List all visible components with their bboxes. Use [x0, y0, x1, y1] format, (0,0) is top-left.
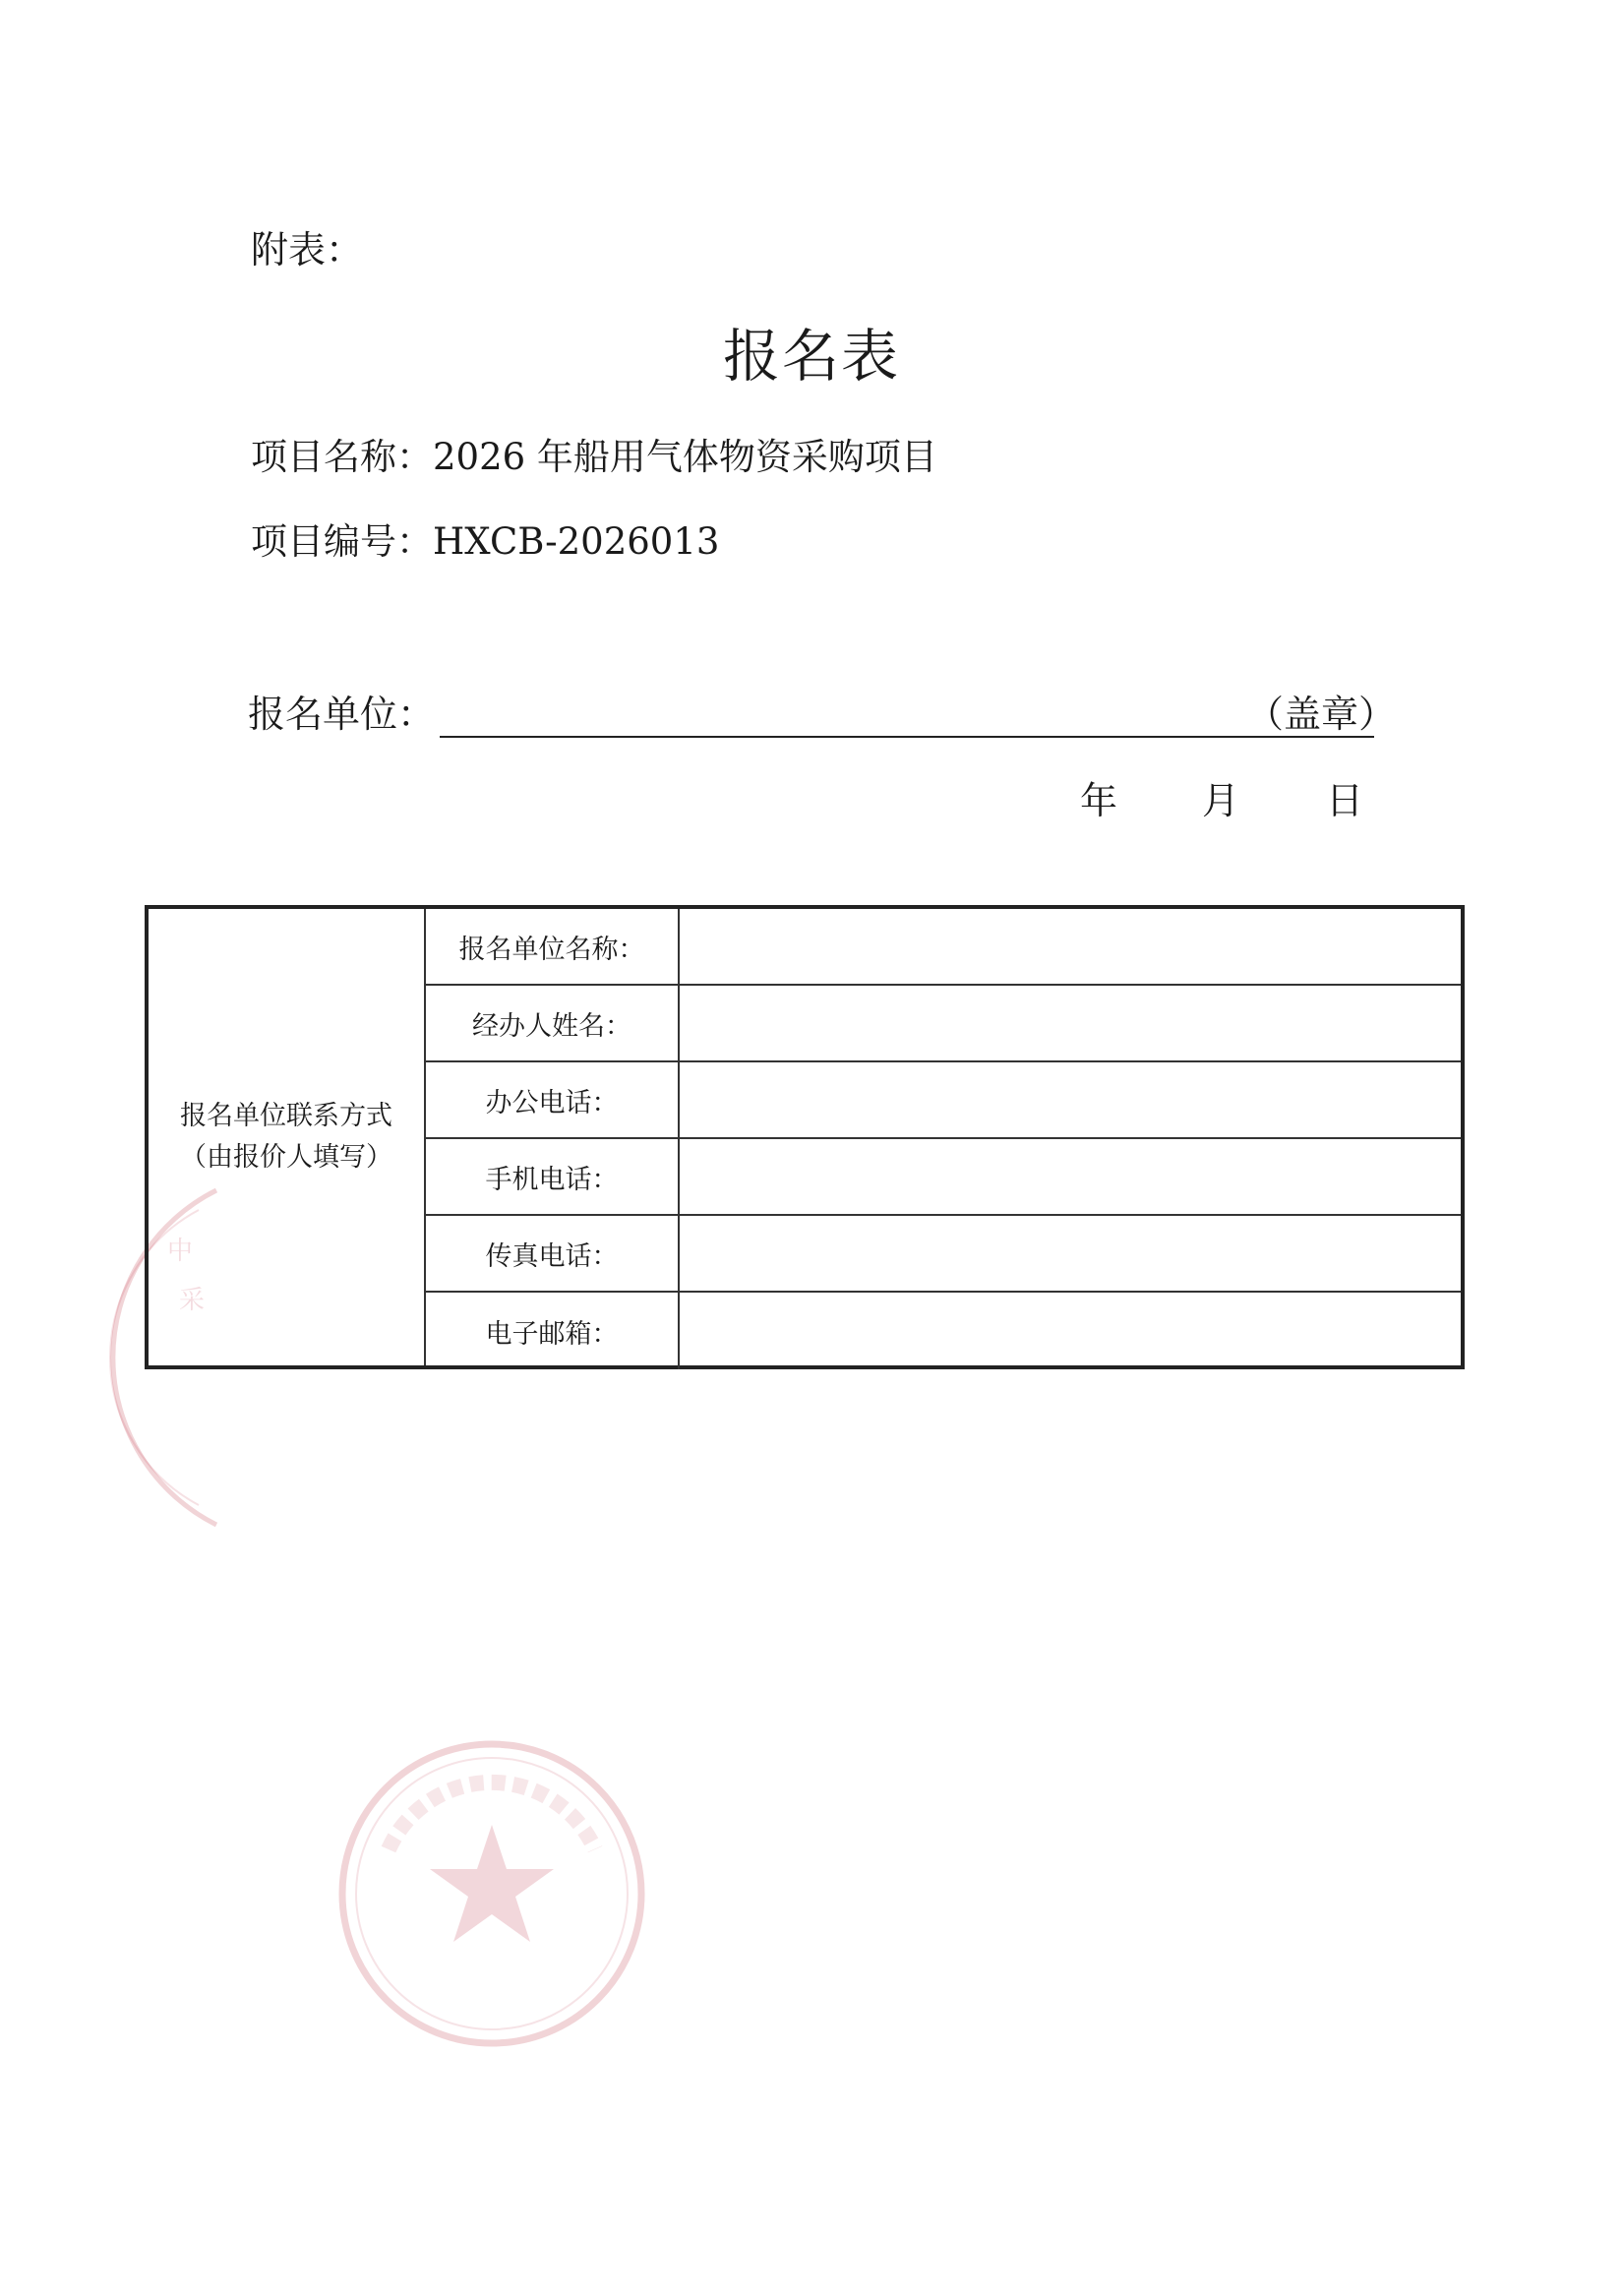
unit-name-field[interactable]: [680, 909, 1461, 984]
table-row: [426, 986, 1461, 1062]
project-code-value: HXCB-2026013: [433, 520, 720, 563]
attachment-label: 附表：: [251, 228, 364, 272]
date-year-label: 年: [1080, 779, 1118, 822]
signup-unit-field[interactable]: [440, 736, 1374, 738]
seal-note: （盖章）: [1246, 693, 1397, 736]
fax-field[interactable]: [680, 1216, 1461, 1291]
signup-unit-label: 报名单位：: [248, 693, 436, 736]
email-field[interactable]: [680, 1293, 1461, 1369]
project-code-label: 项目编号：: [251, 520, 433, 563]
table-row: [426, 1139, 1461, 1216]
table-row: [426, 909, 1461, 986]
office-phone-field[interactable]: [680, 1062, 1461, 1137]
row-label: 传真电话：: [426, 1216, 680, 1291]
row-label: 报名单位名称：: [426, 909, 680, 984]
table-row: [426, 1293, 1461, 1369]
row-label: 电子邮箱：: [426, 1293, 680, 1369]
handler-name-field[interactable]: [680, 986, 1461, 1060]
svg-text:采: 采: [179, 1286, 206, 1315]
contact-group-label-line1: 报名单位联系方式: [180, 1101, 392, 1131]
table-row: [426, 1062, 1461, 1139]
signup-unit-row: [248, 687, 1397, 742]
contact-info-table: [145, 905, 1465, 1369]
project-name-label: 项目名称：: [251, 436, 433, 478]
project-code-line: [251, 514, 719, 570]
row-label: 手机电话：: [426, 1139, 680, 1214]
official-seal-icon: [330, 1731, 654, 2056]
contact-group-label: [149, 909, 426, 1365]
mobile-phone-field[interactable]: [680, 1139, 1461, 1214]
date-day-label: 日: [1326, 779, 1364, 822]
project-name-line: [251, 430, 937, 485]
form-title: 报名表: [722, 323, 900, 390]
row-label: 办公电话：: [426, 1062, 680, 1137]
contact-group-label-line2: （由报价人填写）: [180, 1142, 392, 1173]
project-name-value: 2026 年船用气体物资采购项目: [433, 436, 937, 478]
svg-text:中: 中: [167, 1237, 194, 1266]
contact-rows: [426, 909, 1461, 1365]
row-label: 经办人姓名：: [426, 986, 680, 1060]
date-month-label: 月: [1202, 779, 1240, 822]
table-row: [426, 1216, 1461, 1293]
